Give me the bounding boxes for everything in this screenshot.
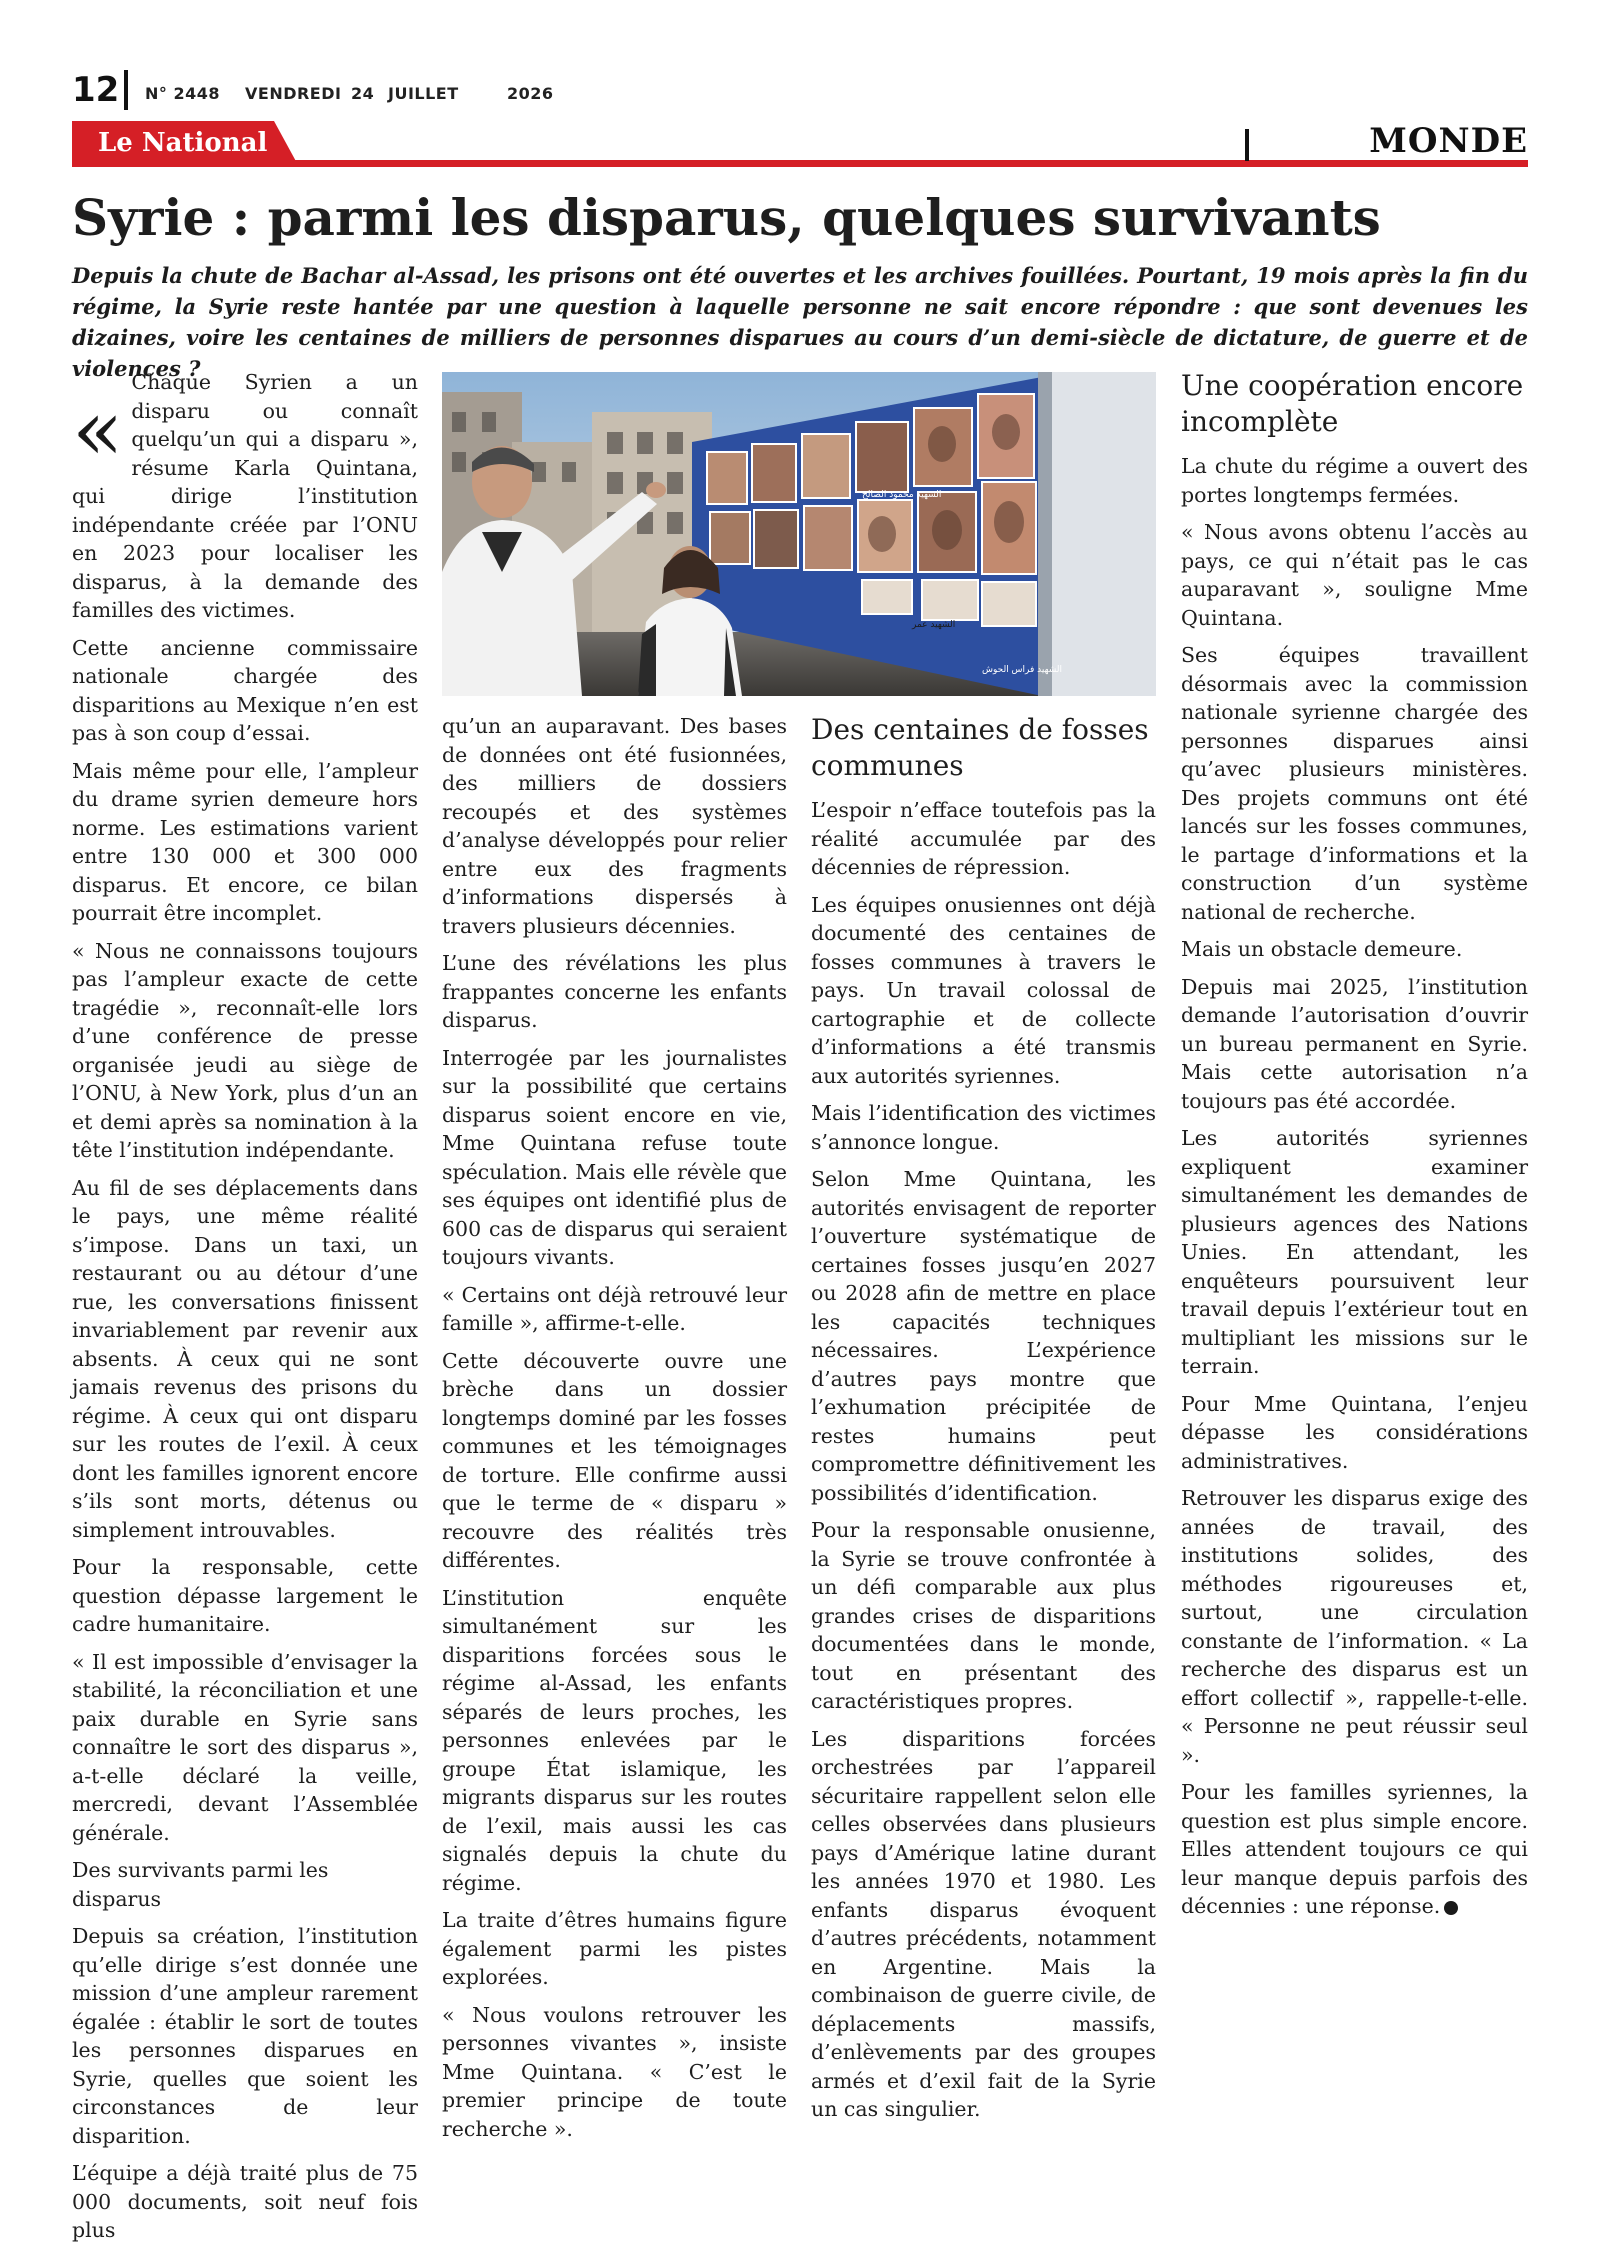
paragraph: Ses équipes travaillent désormais avec la commission nationale syrienne chargée des personnes disparues ainsi qu’avec plusieurs ministères. Des projets communs ont été lancés sur les fosses communes, le partage d’informations et la construction d’un système national de recherche. (1181, 643, 1528, 924)
lead-paragraph: Depuis la chute de Bachar al-Assad, les prisons ont été ouvertes et les archives fouillées. Pourtant, 19 mois après la fin du régime, la Syrie reste hantée par une question à laquelle personne ne sait encore répondre : que sont devenues les dizaines, voire les centaines de milliers de personnes disparues au cours d’un demi-siècle de dictature, de guerre et de violences ? (72, 263, 1528, 381)
paragraph: Pour la responsable, cette question dépasse largement le cadre humanitaire. (72, 1555, 418, 1636)
paragraph: Cette découverte ouvre une brèche dans un dossier longtemps dominé par les fosses communes et les témoignages de torture. Elle confirme aussi que le terme de « disparu » recouvre des réalités très différentes. (442, 1348, 787, 1572)
paragraph: « Nous voulons retrouver les personnes vivantes », insiste Mme Quintana. « C’est le premier principe de toute recherche ». (442, 2002, 787, 2141)
column-4 (1181, 368, 1528, 1930)
issue-number: N° 2448 (145, 84, 220, 103)
poster-caption: الشهيد فراس الحوش (982, 665, 1063, 675)
subhead-fosses: Des centaines de fosses communes (811, 713, 1149, 782)
paragraph: « Nous ne connaissons toujours pas l’ampleur exacte de cette tragédie », reconnaît-elle lors d’une conférence de presse organisée jeudi au siège de l’ONU, à New York, plus d’un an et demi après sa nomination à la tête l’institution indépendante. (72, 938, 418, 1162)
paragraph: Mais même pour elle, l’ampleur du drame syrien demeure hors norme. Les estimations varient entre 130 000 et 300 000 disparus. Et encore, ce bilan pourrait être incomplet. (72, 758, 418, 925)
rubric-divider (1245, 129, 1249, 161)
year: 2026 (507, 84, 554, 103)
month: JUILLET (388, 84, 459, 103)
poster-caption: الشهيد عمر (912, 620, 956, 630)
section-rubric: MONDE (1369, 121, 1528, 161)
paragraph: Mais l’identification des victimes s’annonce longue. (811, 1101, 1156, 1154)
page-number: 12 (72, 70, 120, 110)
paragraph: Retrouver les disparus exige des années de travail, des institutions solides, des méthodes rigoureuses et, surtout, une circulation constante de l’information. « La recherche des disparus est un effort collectif », rappelle-t-elle. « Personne ne peut réussir seul ». (1181, 1486, 1528, 1767)
paragraph: Pour la responsable onusienne, la Syrie se trouve confrontée à un défi comparable aux plus grandes crises de disparitions documentées dans le monde, tout en présentant des caractéristiques propres. (811, 1518, 1156, 1713)
headline: Syrie : parmi les disparus, quelques survivants (72, 188, 1381, 247)
header-rule (72, 160, 1528, 167)
paragraph: Les équipes onusiennes ont déjà documenté des centaines de fosses communes à travers le pays. Un travail colossal de cartographie et de collecte d’informations a été transmis aux autorités syriennes. (811, 892, 1156, 1088)
inline-subhead: Des survivants parmi les disparus (72, 1858, 329, 1911)
paragraph: Depuis mai 2025, l’institution demande l’autorisation d’ouvrir un bureau permanent en Syrie. Mais cette autorisation n’a toujours pas été accordée. (1181, 974, 1528, 1113)
paragraph: La traite d’êtres humains figure également parmi les pistes explorées. (442, 1908, 787, 1989)
opening-quote-mark: « (72, 381, 124, 479)
paragraph: L’espoir n’efface toutefois pas la réalité accumulée par des décennies de répression. (811, 798, 1156, 879)
weekday: VENDREDI (245, 84, 342, 103)
paragraph: Depuis sa création, l’institution qu’elle dirige s’est donnée une mission d’une ampleur rarement égalée : établir le sort de toutes les personnes disparues en Syrie, quelles que soient les circonstances de leur disparition. (72, 1924, 418, 2148)
poster-caption: الشهيد محمود الصالح (862, 490, 942, 500)
paragraph: « Chaque Syrien a un disparu ou connaît quelqu’un qui a disparu », résume Karla Quintana, qui dirige l’institution indépendante créée par l’ONU en 2023 pour localiser les disparus, à la demande des familles des victimes. (72, 370, 418, 622)
paragraph: Pour Mme Quintana, l’enjeu dépasse les considérations administratives. (1181, 1391, 1528, 1473)
column-2 (442, 712, 787, 2152)
paragraph: qu’un an auparavant. Des bases de données ont été fusionnées, des milliers de dossiers recoupés et des systèmes d’analyse développés pour relier entre eux des fragments d’informations dispersés à travers plusieurs décennies. (442, 714, 787, 938)
paragraph: Au fil de ses déplacements dans le pays, une même réalité s’impose. Dans un taxi, un restaurant ou au détour d’une rue, les conversations finissent invariablement par revenir aux absents. À ceux qui ne sont jamais revenus des prisons du régime. À ceux qui ont disparu sur les routes de l’exil. À ceux dont les familles ignorent encore s’ils sont morts, détenus ou simplement introuvables. (72, 1175, 418, 1542)
paragraph: « Nous avons obtenu l’accès au pays, ce qui n’était pas le cas auparavant », souligne Mme Quintana. (1181, 520, 1528, 630)
end-bullet-icon (1444, 1901, 1458, 1915)
paragraph: Mais un obstacle demeure. (1181, 937, 1463, 961)
article-photo (442, 372, 1156, 696)
brand-logo: Le National (98, 128, 268, 158)
column-3 (811, 712, 1156, 2133)
paragraph: Interrogée par les journalistes sur la possibilité que certains disparus soient encore en vie, Mme Quintana refuse toute spéculation. Mais elle révèle que ses équipes ont identifié plus de 600 cas de disparus qui seraient toujours vivants. (442, 1045, 787, 1269)
paragraph: L’une des révélations les plus frappantes concerne les enfants disparus. (442, 951, 787, 1032)
day: 24 (351, 84, 375, 103)
paragraph: Les disparitions forcées orchestrées par l’appareil sécuritaire rappellent selon elle celles observées dans plusieurs pays d’Amérique latine durant les années 1970 et 1980. Les enfants disparus évoquent d’autres précédents, notamment en Argentine. Mais la combinaison de guerre civile, de déplacements massifs, d’enlèvements par des groupes armés et d’exil fait de la Syrie un cas singulier. (811, 1726, 1156, 2121)
paragraph: L’institution enquête simultanément sur les disparitions forcées sous le régime al-Assad, les enfants séparés de leurs proches, les personnes enlevées par le groupe État islamique, les migrants disparus sur les routes de l’exil, mais aussi les cas signalés depuis la chute du régime. (442, 1585, 787, 1895)
paragraph: L’équipe a déjà traité plus de 75 000 documents, soit neuf fois plus (72, 2161, 418, 2242)
subhead-cooperation: Une coopération encore incomplète (1181, 369, 1524, 438)
paragraph: La chute du régime a ouvert des portes longtemps fermées. (1181, 454, 1528, 507)
paragraph: « Certains ont déjà retrouvé leur famille », affirme-t-elle. (442, 1282, 787, 1335)
folio-divider (124, 70, 128, 110)
paragraph: Selon Mme Quintana, les autorités envisagent de reporter l’ouverture systématique de certaines fosses jusqu’en 2027 ou 2028 afin de mettre en place les capacités techniques nécessaires. L’expérience d’autres pays montre que l’exhumation précipitée de restes humains peut compromettre définitivement les possibilités d’identification. (811, 1167, 1156, 1505)
paragraph: Cette ancienne commissaire nationale chargée des disparitions au Mexique n’en est pas à son coup d’essai. (72, 635, 418, 745)
paragraph: « Il est impossible d’envisager la stabilité, la réconciliation et une paix durable en Syrie sans connaître le sort des disparus », a-t-elle déclaré la veille, mercredi, devant l’Assemblée générale. (72, 1649, 418, 1845)
paragraph: Pour les familles syriennes, la question est plus simple encore. Elles attendent toujours ce qui leur manque depuis parfois des décennies : une réponse. (1181, 1780, 1528, 1918)
paragraph: Les autorités syriennes expliquent examiner simultanément les demandes de plusieurs agences des Nations Unies. En attendant, les enquêteurs poursuivent leur travail depuis l’extérieur tout en multipliant les missions sur le terrain. (1181, 1126, 1528, 1378)
column-1 (72, 368, 418, 2254)
